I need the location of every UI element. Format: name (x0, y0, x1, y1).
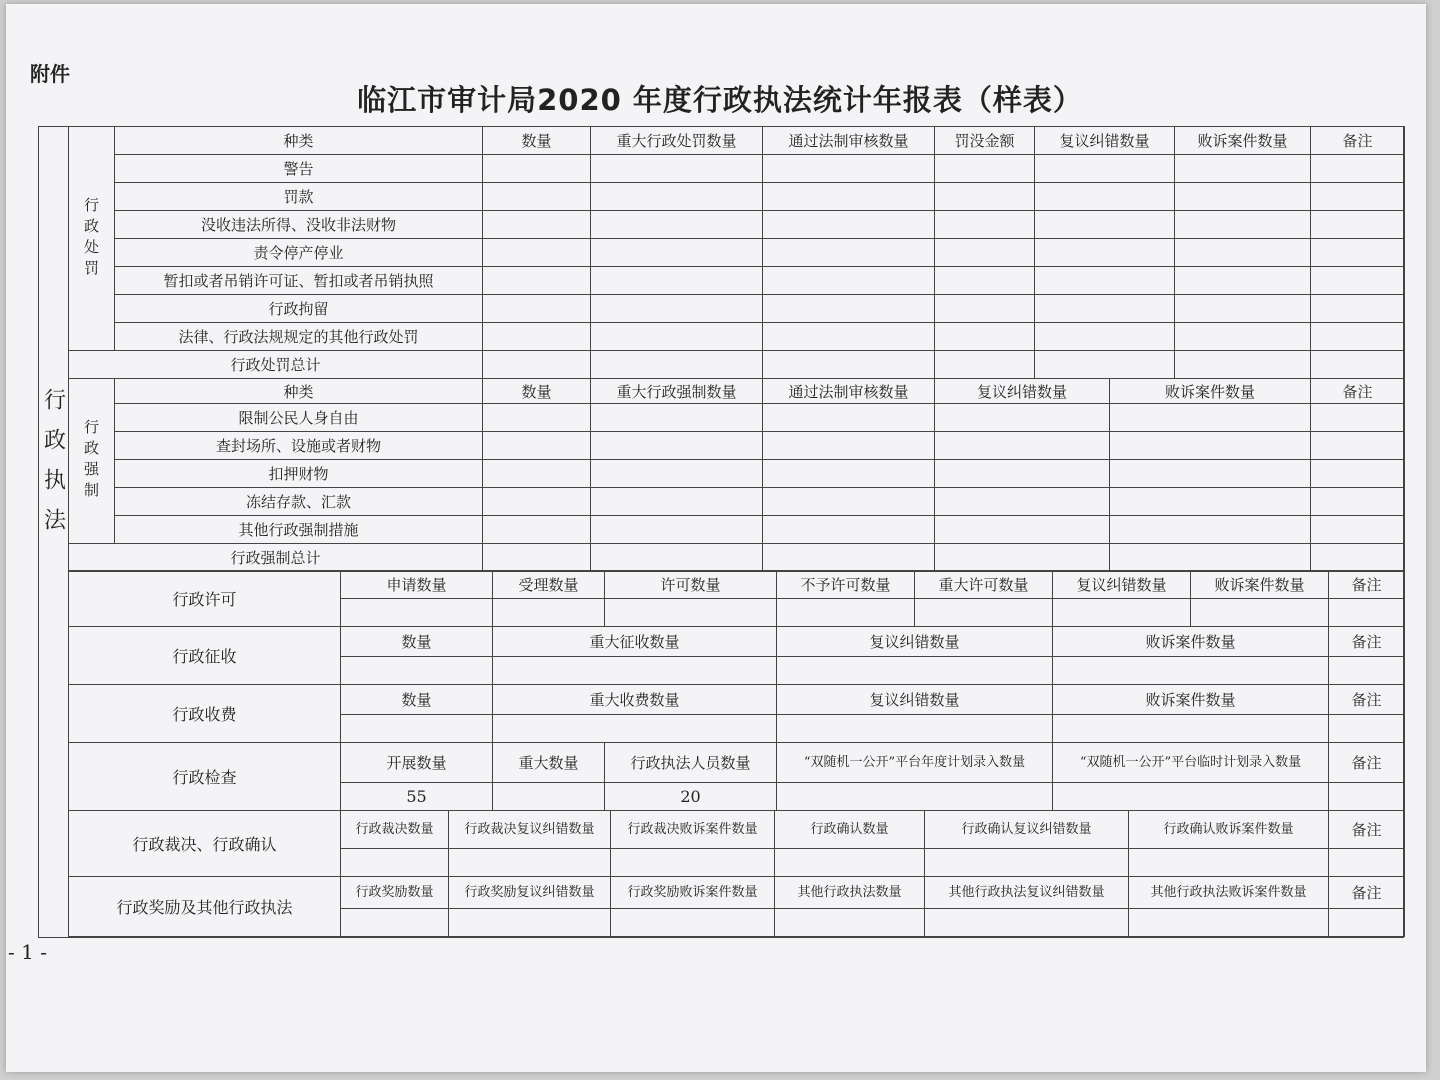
table-cell[interactable] (1311, 267, 1405, 295)
table-cell[interactable] (483, 460, 591, 488)
table-cell[interactable] (935, 488, 1110, 516)
license-header-remarks: 备注 (1329, 571, 1405, 599)
page-number: - 1 - (8, 940, 47, 964)
table-cell[interactable] (483, 351, 591, 379)
table-cell[interactable] (493, 715, 777, 743)
enforcement-header-major: 重大行政强制数量 (591, 379, 763, 404)
table-cell[interactable] (591, 239, 763, 267)
table-cell[interactable] (1110, 432, 1311, 460)
table-cell[interactable] (1035, 323, 1175, 351)
table-cell[interactable] (935, 351, 1035, 379)
penalty-header-fine-amount: 罚没金额 (935, 127, 1035, 155)
penalty-row-label: 法律、行政法规规定的其他行政处罚 (115, 323, 483, 351)
table-cell[interactable] (483, 544, 591, 572)
table-cell[interactable] (591, 516, 763, 544)
table-cell[interactable] (1311, 295, 1405, 323)
table-cell[interactable] (341, 599, 493, 627)
table-cell[interactable] (1110, 404, 1311, 432)
table-cell[interactable] (483, 516, 591, 544)
levy-table (68, 626, 1405, 685)
table-cell[interactable] (1329, 599, 1405, 627)
table-cell[interactable] (341, 849, 449, 877)
table-cell[interactable] (1035, 211, 1175, 239)
inspection-value-annual-plan[interactable] (777, 783, 1053, 811)
license-header-major: 重大许可数量 (915, 571, 1053, 599)
reward-header-remarks: 备注 (1329, 877, 1405, 909)
table-cell[interactable] (483, 295, 591, 323)
table-cell[interactable] (483, 488, 591, 516)
inspection-header-remarks: 备注 (1329, 743, 1405, 783)
inspection-table (68, 742, 1405, 811)
table-cell[interactable] (935, 239, 1035, 267)
ruling-table (68, 810, 1405, 877)
table-cell[interactable] (1175, 239, 1311, 267)
enforcement-row-label: 冻结存款、汇款 (115, 488, 483, 516)
ruling-header-remarks: 备注 (1329, 811, 1405, 849)
table-cell[interactable] (1311, 404, 1405, 432)
table-cell[interactable] (935, 183, 1035, 211)
table-cell[interactable] (483, 211, 591, 239)
penalty-row-label: 暂扣或者吊销许可证、暂扣或者吊销执照 (115, 267, 483, 295)
table-cell[interactable] (1175, 351, 1311, 379)
table-cell[interactable] (591, 267, 763, 295)
fee-label: 行政收费 (69, 685, 341, 743)
table-cell[interactable] (483, 267, 591, 295)
table-cell[interactable] (591, 460, 763, 488)
table-cell[interactable] (483, 404, 591, 432)
table-cell[interactable] (1129, 909, 1329, 937)
penalty-row-label: 责令停产停业 (115, 239, 483, 267)
table-cell[interactable] (341, 657, 493, 685)
reward-header-review-correction: 行政奖励复议纠错数量 (449, 877, 611, 909)
penalty-table (68, 126, 1405, 379)
penalty-header-review-correction: 复议纠错数量 (1035, 127, 1175, 155)
table-cell[interactable] (341, 715, 493, 743)
table-cell[interactable] (1129, 849, 1329, 877)
table-cell[interactable] (763, 183, 935, 211)
penalty-group-label: 行政处罚 (69, 127, 115, 351)
table-cell[interactable] (1035, 183, 1175, 211)
table-cell[interactable] (483, 323, 591, 351)
table-cell[interactable] (763, 351, 935, 379)
table-cell[interactable] (449, 849, 611, 877)
table-cell[interactable] (1110, 488, 1311, 516)
table-cell[interactable] (763, 295, 935, 323)
penalty-row-label: 行政拘留 (115, 295, 483, 323)
table-cell[interactable] (1035, 155, 1175, 183)
inspection-value-remarks[interactable] (1329, 783, 1405, 811)
enforcement-header-remarks: 备注 (1311, 379, 1405, 404)
inspection-value-conducted[interactable]: 55 (341, 783, 493, 811)
fee-header-review-correction: 复议纠错数量 (777, 685, 1053, 715)
inspection-value-officers[interactable]: 20 (605, 783, 777, 811)
fee-header-count: 数量 (341, 685, 493, 715)
table-cell[interactable] (1175, 155, 1311, 183)
table-cell[interactable] (1329, 849, 1405, 877)
table-cell[interactable] (591, 183, 763, 211)
license-header-accepted: 受理数量 (493, 571, 605, 599)
table-cell[interactable] (1311, 432, 1405, 460)
table-cell[interactable] (1053, 657, 1329, 685)
table-cell[interactable] (591, 404, 763, 432)
table-cell[interactable] (483, 155, 591, 183)
license-table (68, 570, 1405, 627)
table-cell[interactable] (1329, 657, 1405, 685)
table-cell[interactable] (1311, 351, 1405, 379)
confirmation-header-count: 行政确认数量 (775, 811, 925, 849)
enforcement-total-label: 行政强制总计 (69, 544, 483, 572)
penalty-header-count: 数量 (483, 127, 591, 155)
license-header-granted: 许可数量 (605, 571, 777, 599)
penalty-header-type: 种类 (115, 127, 483, 155)
confirmation-header-review-correction: 行政确认复议纠错数量 (925, 811, 1129, 849)
table-cell[interactable] (1191, 599, 1329, 627)
reward-label: 行政奖励及其他行政执法 (69, 877, 341, 937)
levy-header-count: 数量 (341, 627, 493, 657)
inspection-header-annual-plan: “双随机一公开”平台年度计划录入数量 (777, 743, 1053, 783)
table-cell[interactable] (449, 909, 611, 937)
table-cell[interactable] (763, 460, 935, 488)
ruling-header-count: 行政裁决数量 (341, 811, 449, 849)
enforcement-row-label: 限制公民人身自由 (115, 404, 483, 432)
table-cell[interactable] (1311, 183, 1405, 211)
table-cell[interactable] (591, 295, 763, 323)
table-cell[interactable] (1329, 715, 1405, 743)
table-cell[interactable] (1311, 544, 1405, 572)
table-cell[interactable] (763, 516, 935, 544)
table-cell[interactable] (935, 267, 1035, 295)
table-cell[interactable] (763, 488, 935, 516)
table-cell[interactable] (777, 657, 1053, 685)
table-cell[interactable] (777, 715, 1053, 743)
table-cell[interactable] (1035, 267, 1175, 295)
table-cell[interactable] (935, 323, 1035, 351)
enforcement-table (68, 378, 1405, 572)
table-cell[interactable] (1035, 295, 1175, 323)
license-header-applications: 申请数量 (341, 571, 493, 599)
table-cell[interactable] (591, 544, 763, 572)
other-header-count: 其他行政执法数量 (775, 877, 925, 909)
ruling-label: 行政裁决、行政确认 (69, 811, 341, 877)
inspection-header-conducted: 开展数量 (341, 743, 493, 783)
table-cell[interactable] (763, 267, 935, 295)
fee-table (68, 684, 1405, 743)
table-cell[interactable] (591, 488, 763, 516)
levy-header-review-correction: 复议纠错数量 (777, 627, 1053, 657)
fee-header-lost-cases: 败诉案件数量 (1053, 685, 1329, 715)
table-cell[interactable] (1110, 516, 1311, 544)
table-cell[interactable] (935, 211, 1035, 239)
table-cell[interactable] (1311, 211, 1405, 239)
confirmation-header-lost-cases: 行政确认败诉案件数量 (1129, 811, 1329, 849)
table-cell[interactable] (935, 404, 1110, 432)
table-cell[interactable] (1035, 351, 1175, 379)
table-cell[interactable] (1035, 239, 1175, 267)
inspection-header-major: 重大数量 (493, 743, 605, 783)
table-cell[interactable] (493, 599, 605, 627)
reward-header-lost-cases: 行政奖励败诉案件数量 (611, 877, 775, 909)
license-label: 行政许可 (69, 571, 341, 627)
table-cell[interactable] (1311, 239, 1405, 267)
enforcement-row-label: 查封场所、设施或者财物 (115, 432, 483, 460)
enforcement-row-label: 扣押财物 (115, 460, 483, 488)
table-cell[interactable] (935, 432, 1110, 460)
table-cell[interactable] (763, 544, 935, 572)
penalty-row-label: 罚款 (115, 183, 483, 211)
enforcement-row-label: 其他行政强制措施 (115, 516, 483, 544)
ruling-header-review-correction: 行政裁决复议纠错数量 (449, 811, 611, 849)
enforcement-header-review-correction: 复议纠错数量 (935, 379, 1110, 404)
table-cell[interactable] (763, 155, 935, 183)
table-cell[interactable] (483, 183, 591, 211)
enforcement-header-legal-review: 通过法制审核数量 (763, 379, 935, 404)
table-cell[interactable] (763, 323, 935, 351)
inspection-label: 行政检查 (69, 743, 341, 811)
table-cell[interactable] (1175, 183, 1311, 211)
table-cell[interactable] (483, 239, 591, 267)
penalty-header-remarks: 备注 (1311, 127, 1405, 155)
table-cell[interactable] (1175, 323, 1311, 351)
table-cell[interactable] (935, 295, 1035, 323)
enforcement-header-lost-cases: 败诉案件数量 (1110, 379, 1311, 404)
inspection-value-temp-plan[interactable] (1053, 783, 1329, 811)
table-cell[interactable] (775, 849, 925, 877)
table-cell[interactable] (493, 657, 777, 685)
table-cell[interactable] (1311, 460, 1405, 488)
levy-label: 行政征收 (69, 627, 341, 685)
table-cell[interactable] (611, 849, 775, 877)
table-cell[interactable] (611, 909, 775, 937)
penalty-row-label: 警告 (115, 155, 483, 183)
table-cell[interactable] (591, 323, 763, 351)
table-cell[interactable] (605, 599, 777, 627)
table-cell[interactable] (763, 432, 935, 460)
levy-header-lost-cases: 败诉案件数量 (1053, 627, 1329, 657)
table-cell[interactable] (1110, 460, 1311, 488)
table-cell[interactable] (1053, 599, 1191, 627)
table-cell[interactable] (925, 909, 1129, 937)
other-header-lost-cases: 其他行政执法败诉案件数量 (1129, 877, 1329, 909)
table-cell[interactable] (763, 211, 935, 239)
table-cell[interactable] (591, 351, 763, 379)
table-cell[interactable] (1175, 295, 1311, 323)
table-cell[interactable] (935, 516, 1110, 544)
table-cell[interactable] (1311, 488, 1405, 516)
table-cell[interactable] (763, 239, 935, 267)
table-cell[interactable] (483, 432, 591, 460)
main-category-label: 行政执法 (40, 388, 66, 548)
table-cell[interactable] (915, 599, 1053, 627)
enforcement-header-count: 数量 (483, 379, 591, 404)
penalty-total-label: 行政处罚总计 (69, 351, 483, 379)
table-cell[interactable] (1175, 211, 1311, 239)
table-cell[interactable] (341, 909, 449, 937)
table-cell[interactable] (935, 155, 1035, 183)
table-cell[interactable] (591, 211, 763, 239)
levy-header-remarks: 备注 (1329, 627, 1405, 657)
fee-header-major: 重大收费数量 (493, 685, 777, 715)
levy-header-major: 重大征收数量 (493, 627, 777, 657)
license-header-review-correction: 复议纠错数量 (1053, 571, 1191, 599)
inspection-header-officers: 行政执法人员数量 (605, 743, 777, 783)
table-cell[interactable] (775, 909, 925, 937)
table-cell[interactable] (763, 404, 935, 432)
inspection-header-temp-plan: “双随机一公开”平台临时计划录入数量 (1053, 743, 1329, 783)
table-cell[interactable] (591, 155, 763, 183)
reward-table (68, 876, 1405, 937)
table-cell[interactable] (591, 432, 763, 460)
license-header-lost-cases: 败诉案件数量 (1191, 571, 1329, 599)
penalty-row-label: 没收违法所得、没收非法财物 (115, 211, 483, 239)
fee-header-remarks: 备注 (1329, 685, 1405, 715)
table-cell[interactable] (1329, 909, 1405, 937)
reward-header-count: 行政奖励数量 (341, 877, 449, 909)
attachment-label: 附件 (30, 62, 70, 86)
table-cell[interactable] (935, 460, 1110, 488)
ruling-header-lost-cases: 行政裁决败诉案件数量 (611, 811, 775, 849)
table-cell[interactable] (1311, 155, 1405, 183)
table-cell[interactable] (925, 849, 1129, 877)
table-cell[interactable] (1175, 267, 1311, 295)
table-cell[interactable] (1053, 715, 1329, 743)
page-title: 临江市审计局2020 年度行政执法统计年报表（样表） (357, 83, 1083, 117)
penalty-header-legal-review: 通过法制审核数量 (763, 127, 935, 155)
table-cell[interactable] (935, 544, 1110, 572)
other-header-review-correction: 其他行政执法复议纠错数量 (925, 877, 1129, 909)
enforcement-group-label: 行政强制 (69, 379, 115, 544)
table-cell[interactable] (777, 599, 915, 627)
inspection-value-major[interactable] (493, 783, 605, 811)
table-cell[interactable] (1311, 323, 1405, 351)
table-cell[interactable] (1311, 516, 1405, 544)
penalty-header-lost-cases: 败诉案件数量 (1175, 127, 1311, 155)
license-header-denied: 不予许可数量 (777, 571, 915, 599)
penalty-header-major: 重大行政处罚数量 (591, 127, 763, 155)
enforcement-header-type: 种类 (115, 379, 483, 404)
table-cell[interactable] (1110, 544, 1311, 572)
